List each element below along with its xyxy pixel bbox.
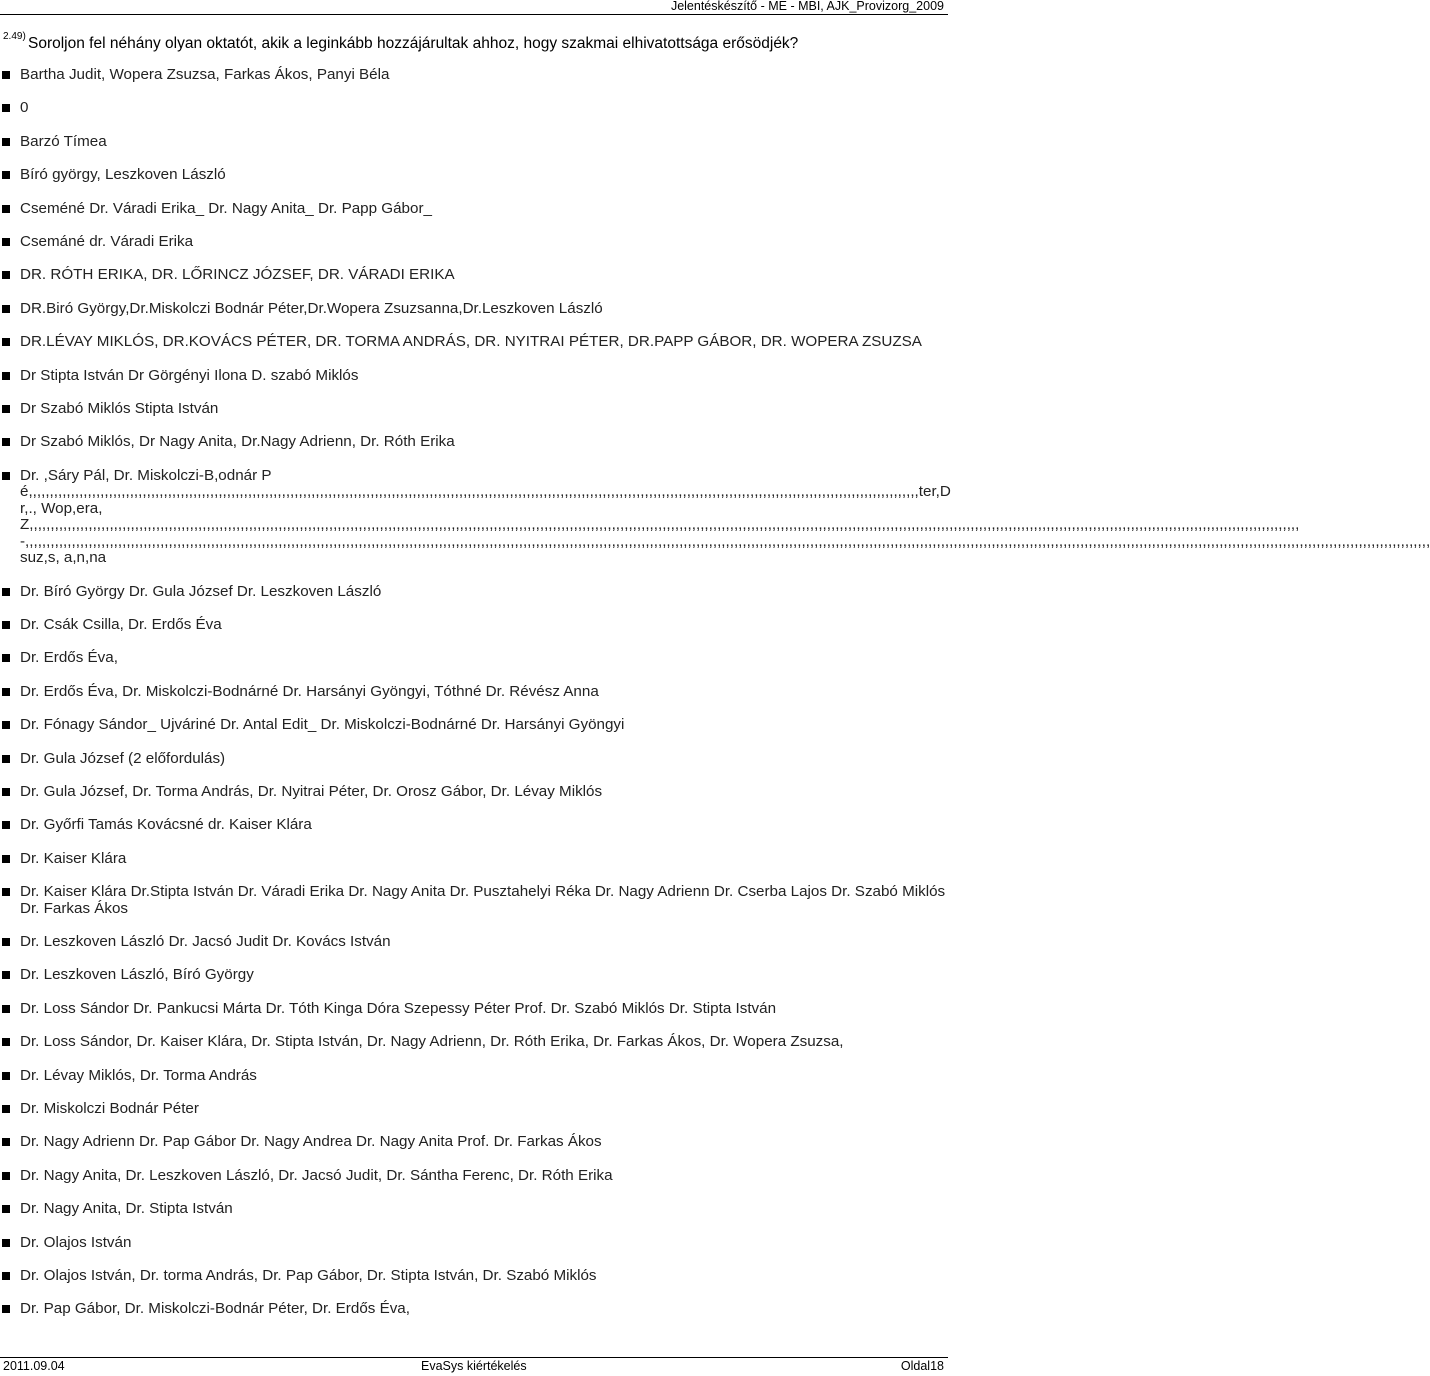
answer-text: DR. RÓTH ERIKA, DR. LŐRINCZ JÓZSEF, DR. VÁRADI ERIKA — [20, 266, 455, 284]
answer-text: Bartha Judit, Wopera Zsuzsa, Farkas Ákos, Panyi Béla — [20, 66, 390, 83]
square-bullet-icon — [2, 888, 10, 896]
answer-text: Dr. Nagy Anita, Dr. Leszkoven László, Dr. Jacsó Judit, Dr. Sántha Ferenc, Dr. Róth Erika — [20, 1166, 613, 1184]
answer-item — [0, 167, 960, 184]
answer-item — [0, 967, 960, 984]
answer-text: Dr. Lévay Miklós, Dr. Torma András — [20, 1066, 257, 1084]
answer-item — [0, 234, 960, 251]
square-bullet-icon — [2, 405, 10, 413]
answer-item — [0, 267, 960, 284]
report-title: Jelentéskészítő - ME - MBI, AJK_Provizorg_2009 — [670, 0, 944, 13]
answer-text: Dr. Csák Csilla, Dr. Erdős Éva — [20, 615, 222, 633]
answer-text: Dr. Gula József (2 előfordulás) — [20, 749, 226, 767]
answer-text: Dr Szabó Miklós, Dr Nagy Anita, Dr.Nagy Adrienn, Dr. Róth Erika — [20, 433, 455, 451]
answer-item — [0, 717, 960, 734]
answer-text: Dr Stipta István Dr Görgényi Ilona D. szabó Miklós — [20, 366, 359, 384]
answer-text: Bíró györgy, Leszkoven László — [20, 166, 226, 184]
square-bullet-icon — [2, 472, 10, 480]
answer-item — [0, 1001, 960, 1018]
page-label: Oldal — [900, 1359, 931, 1373]
square-bullet-icon — [2, 938, 10, 946]
answer-item — [0, 466, 1430, 567]
answer-item — [0, 884, 960, 917]
answer-item — [0, 67, 960, 84]
answer-item — [0, 1068, 960, 1085]
answer-text: Dr. Kaiser Klára Dr.Stipta István Dr. Váradi Erika Dr. Nagy Anita Dr. Pusztahelyi Réka Dr. Nagy Adrienn Dr. Cserba Lajos Dr. Szabó Miklós Dr. Farkas Ákos — [20, 883, 946, 917]
square-bullet-icon — [2, 71, 10, 79]
footer-page — [901, 1359, 944, 1373]
answer-item — [0, 1134, 960, 1151]
answer-text: Dr. Olajos István, Dr. torma András, Dr. Pap Gábor, Dr. Stipta István, Dr. Szabó Miklós — [20, 1266, 597, 1284]
answer-text: Dr. Loss Sándor Dr. Pankucsi Márta Dr. Tóth Kinga Dóra Szepessy Péter Prof. Dr. Szabó Miklós Dr. Stipta István — [20, 999, 777, 1017]
answer-item — [0, 1101, 960, 1118]
answer-text: Dr. Nagy Adrienn Dr. Pap Gábor Dr. Nagy Andrea Dr. Nagy Anita Prof. Dr. Farkas Ákos — [20, 1133, 602, 1151]
answer-text: Barzó Tímea — [20, 132, 107, 150]
answer-item — [0, 434, 960, 451]
answer-item — [0, 1301, 960, 1318]
square-bullet-icon — [2, 821, 10, 829]
answer-item — [0, 1235, 960, 1252]
answer-item — [0, 334, 960, 351]
square-bullet-icon — [2, 1205, 10, 1213]
square-bullet-icon — [2, 721, 10, 729]
answer-item — [0, 368, 960, 385]
answer-item — [0, 1201, 960, 1218]
answer-text: Dr. Olajos István — [20, 1233, 132, 1251]
answer-text: Dr. Bíró György Dr. Gula József Dr. Leszkoven László — [20, 582, 382, 600]
answer-text: Dr. Nagy Anita, Dr. Stipta István — [20, 1200, 233, 1218]
square-bullet-icon — [2, 104, 10, 112]
answer-text: Dr. Győrfi Tamás Kovácsné dr. Kaiser Klára — [20, 816, 312, 834]
answer-item — [0, 100, 960, 117]
header-divider — [0, 14, 948, 15]
answer-text: Dr. Pap Gábor, Dr. Miskolczi-Bodnár Péter, Dr. Erdős Éva, — [20, 1300, 410, 1318]
square-bullet-icon — [2, 271, 10, 279]
square-bullet-icon — [2, 855, 10, 863]
answer-item — [0, 584, 960, 601]
square-bullet-icon — [2, 1272, 10, 1280]
square-bullet-icon — [2, 138, 10, 146]
answer-text: Cseméné Dr. Váradi Erika_ Dr. Nagy Anita_ Dr. Papp Gábor_ — [20, 199, 432, 217]
footer-date: 2011.09.04 — [3, 1359, 65, 1373]
square-bullet-icon — [2, 755, 10, 763]
page-number: 18 — [930, 1359, 944, 1373]
answer-item — [0, 301, 960, 318]
answer-text: Dr. ,Sáry Pál, Dr. Miskolczi-B,odnár Pé,,,,,,,,,,,,,,,,,,,,,,,,,,,,,,,,,,,,,,,,,,,,,,,,,,,,,,,,,,,,,,,,,,,,,,,,,,,,,,,,,,,,,,,,,,,,,,,,,,,,,,,,,,,,,,,,,,,,,,,,,,,,,,,,,,,,,,,,,,,,,,,,,,,,,,,,,,,,,,,,,,,,,,,,,,,,,,,,,,,,,,,,,,,,,,,,,,,,,,,,,,,,,,,,,,,ter,Dr,., Wop,era, Z,,,,,,,,,,,,,,,,,,,,,,,,,,,,,,,,,,,,,,,,,,,,,,,,,,,,,,,,,,,,,,,,,,,,,,,,,,,,,,,,,,,,,,,,,,,,,,,,,,,,,,,,,,,,,,,,,,,,,,,,,,,,,,,,,,,,,,,,,,,,,,,,,,,,,,,,,,,,,,,,,,,,,,,,,,,,,,,,,,,,,,,,,,,,,,,,,,,,,,,,,,,,,,,,,,,,,,,,,,,,,,,,,,,,,,,,,,,,,,,,,,,,,,,,,,,,,,,,,,,,,,,,,,,,,,,,,,,,,,,,,,,,,,,,,,,,,,,,,,,,,-,,,,,,,,,,,,,,,,,,,,,,,,,,,,,,,,,,,,,,,,,,,,,,,,,,,,,,,,,,,,,,,,,,,,,,,,,,,,,,,,,,,,,,,,,,,,,,,,,,,,,,,,,,,,,,,,,,,,,,,,,,,,,,,,,,,,,,,,,,,,,,,,,,,,,,,,,,,,,,,,,,,,,,,,,,,,,,,,,,,,,,,,,,,,,,,,,,,,,,,,,,,,,,,,,,,,,,,,,,,,,,,,,,,,,,,,,,,,,,,,,,,,,,,,,,,,,,,,,,,,,,,,,,,,,,,,,,,,,,,,,,,,,,,,,,,,,,,,,,,,,,,,,,,,,,,,,,,,,,,,,,,,,,,,,,,,, suz,s, a,n,na — [20, 466, 1430, 567]
answer-item — [0, 684, 960, 701]
square-bullet-icon — [2, 1105, 10, 1113]
square-bullet-icon — [2, 588, 10, 596]
square-bullet-icon — [2, 238, 10, 246]
square-bullet-icon — [2, 305, 10, 313]
square-bullet-icon — [2, 688, 10, 696]
answer-text: DR.LÉVAY MIKLÓS, DR.KOVÁCS PÉTER, DR. TORMA ANDRÁS, DR. NYITRAI PÉTER, DR.PAPP GÁBOR, DR. WOPERA ZSUZSA — [20, 333, 922, 351]
answer-item — [0, 784, 960, 801]
answer-item — [0, 650, 960, 667]
square-bullet-icon — [2, 788, 10, 796]
answer-text: Dr. Erdős Éva, Dr. Miskolczi-Bodnárné Dr. Harsányi Gyöngyi, Tóthné Dr. Révész Anna — [20, 682, 599, 700]
answer-item — [0, 201, 960, 218]
answer-item — [0, 1268, 960, 1285]
answer-item — [0, 934, 960, 951]
answer-item — [0, 751, 960, 768]
question-number: 2.49) — [3, 31, 26, 42]
square-bullet-icon — [2, 438, 10, 446]
square-bullet-icon — [2, 1072, 10, 1080]
square-bullet-icon — [2, 1239, 10, 1247]
square-bullet-icon — [2, 654, 10, 662]
square-bullet-icon — [2, 1138, 10, 1146]
square-bullet-icon — [2, 1005, 10, 1013]
answer-text: Csemáné dr. Váradi Erika — [20, 232, 194, 250]
answer-text: DR.Biró György,Dr.Miskolczi Bodnár Péter,Dr.Wopera Zsuzsanna,Dr.Leszkoven László — [20, 299, 603, 317]
answer-text: Dr. Leszkoven László Dr. Jacsó Judit Dr. Kovács István — [20, 932, 391, 950]
answer-list — [0, 66, 1430, 1335]
square-bullet-icon — [2, 621, 10, 629]
answer-item — [0, 1168, 960, 1185]
answer-text: Dr. Leszkoven László, Bíró György — [20, 966, 254, 984]
square-bullet-icon — [2, 1038, 10, 1046]
answer-item — [0, 851, 960, 868]
answer-text: Dr. Fónagy Sándor_ Ujváriné Dr. Antal Edit_ Dr. Miskolczi-Bodnárné Dr. Harsányi Gyöngyi — [20, 716, 625, 734]
answer-item — [0, 617, 960, 634]
answer-text: Dr. Miskolczi Bodnár Péter — [20, 1099, 199, 1117]
square-bullet-icon — [2, 1172, 10, 1180]
answer-text: Dr Szabó Miklós Stipta István — [20, 399, 219, 417]
square-bullet-icon — [2, 205, 10, 213]
answer-text: Dr. Erdős Éva, — [20, 649, 118, 667]
square-bullet-icon — [2, 1305, 10, 1313]
answer-text: Dr. Loss Sándor, Dr. Kaiser Klára, Dr. Stipta István, Dr. Nagy Adrienn, Dr. Róth Erika, Dr. Farkas Ákos, Dr. Wopera Zsuzsa, — [20, 1033, 844, 1051]
square-bullet-icon — [2, 372, 10, 380]
footer-divider — [0, 1357, 948, 1358]
question-text: Soroljon fel néhány olyan oktatót, akik a leginkább hozzájárultak ahhoz, hogy szakmai elhivatottsága erősödjék? — [28, 35, 799, 52]
square-bullet-icon — [2, 971, 10, 979]
answer-text: Dr. Gula József, Dr. Torma András, Dr. Nyitrai Péter, Dr. Orosz Gábor, Dr. Lévay Miklós — [20, 782, 603, 800]
answer-item — [0, 817, 960, 834]
square-bullet-icon — [2, 338, 10, 346]
answer-item — [0, 1034, 960, 1051]
answer-item — [0, 401, 960, 418]
answer-item — [0, 134, 960, 151]
square-bullet-icon — [2, 171, 10, 179]
answer-text: 0 — [20, 99, 29, 117]
answer-text: Dr. Kaiser Klára — [20, 849, 127, 867]
footer-source: EvaSys kiértékelés — [421, 1359, 527, 1373]
